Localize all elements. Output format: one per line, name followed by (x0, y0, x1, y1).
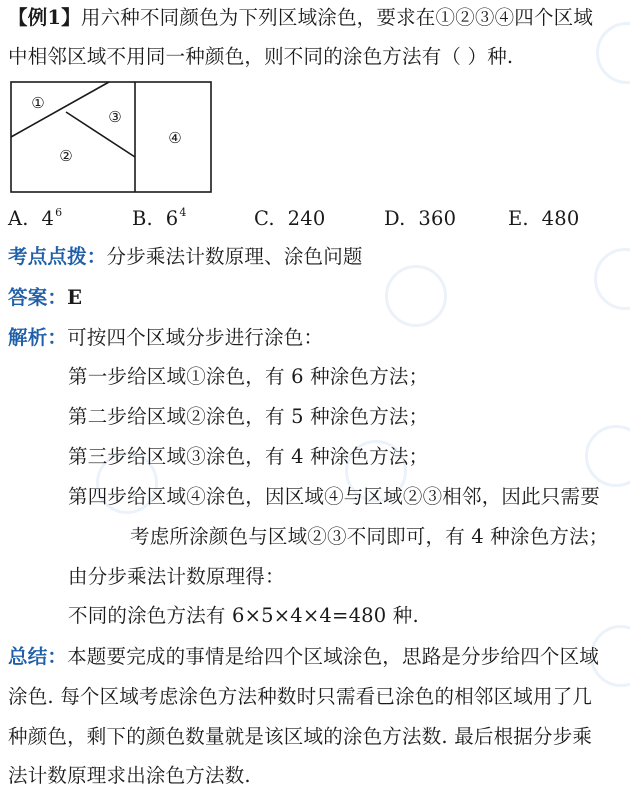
option-d: D. 360 (384, 207, 457, 230)
analysis-step: 第四步给区域④涂色，因区域④与区域②③相邻，因此只需要 (68, 485, 600, 508)
region-label-1: ① (31, 94, 45, 112)
answer-label: 答案： (8, 286, 68, 309)
question-tag: 【例1】 (8, 6, 81, 29)
answer-text: E (67, 286, 83, 309)
diagram-divider-diagonal (11, 82, 109, 137)
keypoint-label: 考点点拨： (8, 245, 107, 268)
region-label-4: ④ (168, 129, 182, 147)
analysis-result: 不同的涂色方法有 6×5×4×4=480 种. (68, 604, 419, 627)
summary-line (8, 642, 599, 672)
keypoint-line (8, 242, 363, 272)
region-label-3: ③ (108, 108, 122, 126)
option-a: A. $4^6$ (8, 206, 63, 230)
analysis-step: 第一步给区域①涂色，有 6 种涂色方法； (68, 365, 429, 388)
analysis-label: 解析： (8, 326, 68, 349)
question-line-1 (8, 3, 593, 33)
options-row (8, 204, 608, 234)
watermark-logo (585, 425, 630, 487)
question-line-2 (8, 42, 513, 72)
watermark-logo (596, 22, 630, 84)
analysis-line (8, 323, 323, 353)
diagram-divider-diagonal (66, 112, 135, 157)
option-c: C. 240 (254, 207, 326, 230)
watermark-logo (594, 248, 630, 310)
keypoint-text: 分步乘法计数原理、涂色问题 (106, 245, 363, 268)
region-label-2: ② (59, 147, 73, 165)
summary-text: 种颜色，剩下的颜色数量就是该区域的涂色方法数. 最后根据分步乘 (8, 725, 593, 748)
question-text: 用六种不同颜色为下列区域涂色，要求在①②③④四个区域 (80, 6, 594, 29)
option-e: E. 480 (508, 207, 580, 230)
answer-line (8, 283, 82, 313)
analysis-step: 第二步给区域②涂色，有 5 种涂色方法； (68, 405, 429, 428)
watermark-logo (385, 265, 447, 327)
region-diagram (10, 80, 213, 195)
summary-text: 法计数原理求出涂色方法数. (8, 764, 251, 787)
analysis-step: 考虑所涂颜色与区域②③不同即可，有 4 种涂色方法； (130, 525, 609, 548)
analysis-intro: 可按四个区域分步进行涂色： (67, 326, 324, 349)
question-text: 中相邻区域不用同一种颜色，则不同的涂色方法有（ ）种. (8, 45, 514, 68)
analysis-step: 第三步给区域③涂色，有 4 种涂色方法； (68, 445, 429, 468)
summary-text: 本题要完成的事情是给四个区域涂色，思路是分步给四个区域 (67, 645, 600, 668)
option-b: B. $6^4$ (132, 206, 187, 230)
summary-label: 总结： (8, 645, 68, 668)
summary-text: 涂色. 每个区域考虑涂色方法种数时只需看已涂色的相邻区域用了几 (8, 685, 593, 708)
analysis-principle: 由分步乘法计数原理得： (68, 565, 285, 588)
